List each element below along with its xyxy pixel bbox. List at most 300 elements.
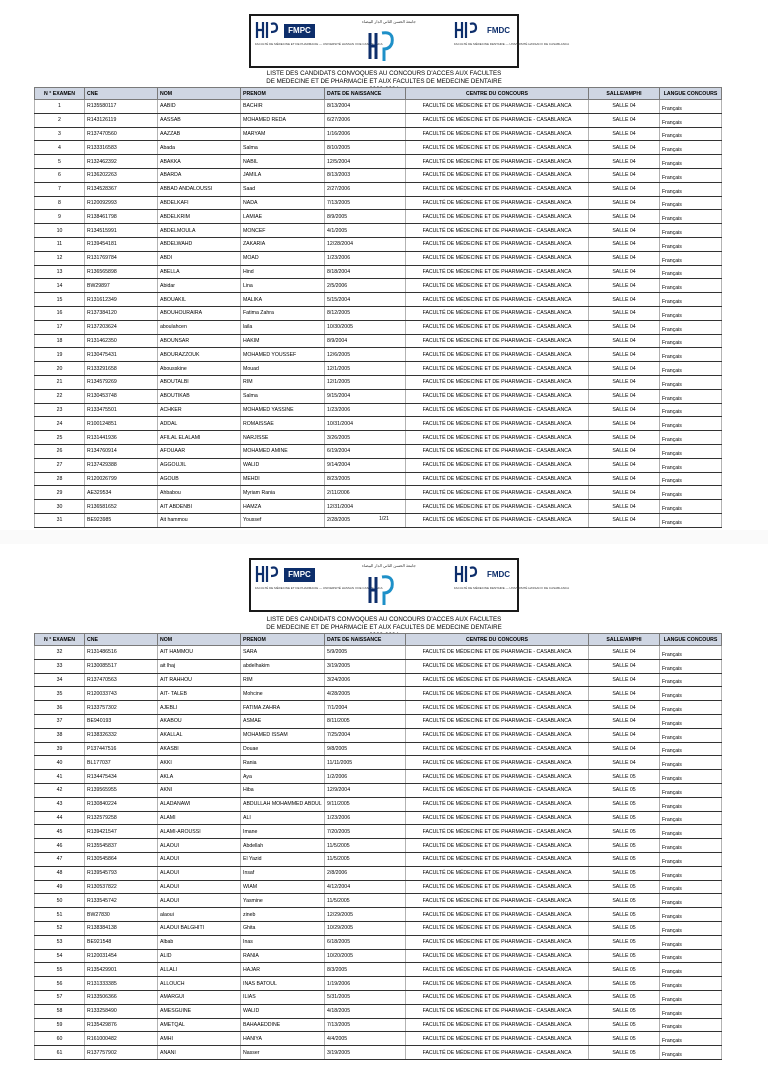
- cne-cell: R131462350: [85, 334, 158, 348]
- date-naissance-cell: 3/24/2006: [325, 673, 406, 687]
- nom-cell: ACHKER: [158, 403, 241, 417]
- nom-cell: AKKI: [158, 756, 241, 770]
- fmdc-logo: [454, 564, 570, 590]
- exam-number-cell: 22: [35, 389, 85, 403]
- centre-cell: FACULTÉ DE MÉDECINE ET DE PHARMACIE - CASABLANCA: [406, 100, 589, 114]
- cne-cell: R139565955: [85, 783, 158, 797]
- prenom-cell: WALID: [241, 1004, 325, 1018]
- centre-cell: FACULTÉ DE MÉDECINE ET DE PHARMACIE - CASABLANCA: [406, 770, 589, 784]
- date-naissance-cell: 3/19/2005: [325, 1046, 406, 1060]
- prenom-cell: Mouad: [241, 362, 325, 376]
- cne-cell: R120092993: [85, 196, 158, 210]
- fmdc-emblem-icon: [454, 20, 482, 40]
- exam-number-cell: 42: [35, 783, 85, 797]
- salle-cell: SALLE 04: [589, 756, 660, 770]
- table-row: [35, 155, 722, 169]
- langue-cell: Français: [660, 908, 722, 922]
- date-naissance-cell: 8/11/2005: [325, 714, 406, 728]
- salle-cell: SALLE 04: [589, 458, 660, 472]
- table-row: [35, 783, 722, 797]
- nom-cell: Ait hammou: [158, 513, 241, 527]
- langue-cell: Français: [660, 293, 722, 307]
- salle-cell: SALLE 04: [589, 659, 660, 673]
- table-row: [35, 963, 722, 977]
- cne-cell: BW27830: [85, 908, 158, 922]
- langue-cell: Français: [660, 472, 722, 486]
- centre-cell: FACULTÉ DE MÉDECINE ET DE PHARMACIE - CASABLANCA: [406, 251, 589, 265]
- exam-number-cell: 45: [35, 825, 85, 839]
- cne-cell: R139421547: [85, 825, 158, 839]
- cne-cell: R133475501: [85, 403, 158, 417]
- salle-cell: SALLE 05: [589, 949, 660, 963]
- cne-cell: R134528367: [85, 182, 158, 196]
- date-naissance-cell: 9/15/2004: [325, 389, 406, 403]
- title-line-2: DE MEDECINE ET DE PHARMACIE ET AUX FACULTES DE MEDECINE DENTAIRE: [266, 78, 502, 85]
- cne-cell: BE923985: [85, 513, 158, 527]
- salle-cell: SALLE 04: [589, 687, 660, 701]
- date-naissance-cell: 8/9/2004: [325, 334, 406, 348]
- centre-cell: FACULTÉ DE MÉDECINE ET DE PHARMACIE - CASABLANCA: [406, 1004, 589, 1018]
- exam-number-cell: 31: [35, 513, 85, 527]
- langue-cell: Français: [660, 825, 722, 839]
- nom-cell: AIT- TALEB: [158, 687, 241, 701]
- langue-cell: Français: [660, 155, 722, 169]
- date-naissance-cell: 9/11/2005: [325, 797, 406, 811]
- date-naissance-cell: 5/15/2004: [325, 293, 406, 307]
- nom-cell: AFOUAAR: [158, 444, 241, 458]
- exam-number-cell: 13: [35, 265, 85, 279]
- table-row: [35, 334, 722, 348]
- nom-cell: ANANI: [158, 1046, 241, 1060]
- centre-cell: FACULTÉ DE MÉDECINE ET DE PHARMACIE - CASABLANCA: [406, 513, 589, 527]
- nom-cell: ABOUTALBI: [158, 375, 241, 389]
- centre-cell: FACULTÉ DE MÉDECINE ET DE PHARMACIE - CASABLANCA: [406, 839, 589, 853]
- table-row: [35, 659, 722, 673]
- centre-cell: FACULTÉ DE MÉDECINE ET DE PHARMACIE - CASABLANCA: [406, 444, 589, 458]
- nom-cell: ALAMI: [158, 811, 241, 825]
- fmdc-subtitle: FACULTÉ DE MÉDECINE DENTAIRE — UNIVERSITÉ HASSAN II DE CASABLANCA: [454, 42, 570, 46]
- exam-number-cell: 3: [35, 127, 85, 141]
- prenom-cell: NARJISSE: [241, 431, 325, 445]
- table-row: [35, 949, 722, 963]
- prenom-cell: RIM: [241, 375, 325, 389]
- cne-cell: R120031454: [85, 949, 158, 963]
- prenom-cell: Yasmine: [241, 894, 325, 908]
- langue-cell: Français: [660, 417, 722, 431]
- langue-cell: Français: [660, 375, 722, 389]
- cne-cell: R137203624: [85, 320, 158, 334]
- cne-cell: R132462392: [85, 155, 158, 169]
- langue-cell: Français: [660, 486, 722, 500]
- centre-cell: FACULTÉ DE MÉDECINE ET DE PHARMACIE - CASABLANCA: [406, 224, 589, 238]
- langue-cell: Français: [660, 100, 722, 114]
- langue-cell: Français: [660, 963, 722, 977]
- langue-cell: Français: [660, 334, 722, 348]
- nom-cell: ALID: [158, 949, 241, 963]
- fmpc-logo: [255, 20, 383, 46]
- prenom-cell: Rania: [241, 756, 325, 770]
- cne-cell: R136565898: [85, 265, 158, 279]
- langue-cell: Français: [660, 224, 722, 238]
- prenom-cell: Mohcine: [241, 687, 325, 701]
- date-naissance-cell: 12/1/2005: [325, 375, 406, 389]
- prenom-cell: Inas: [241, 935, 325, 949]
- nom-cell: ALLOUCH: [158, 977, 241, 991]
- university-arabic-name: جامعة الحسن الثاني الدار البيضاء: [362, 19, 416, 24]
- fmdc-tag: FMDC: [483, 568, 514, 582]
- table-row: [35, 714, 722, 728]
- langue-cell: Français: [660, 949, 722, 963]
- table-row: [35, 113, 722, 127]
- nom-cell: AMESGUINE: [158, 1004, 241, 1018]
- nom-cell: ALAMI-AROUSSI: [158, 825, 241, 839]
- date-naissance-cell: 11/5/2005: [325, 894, 406, 908]
- cne-cell: BW29897: [85, 279, 158, 293]
- prenom-cell: SARA: [241, 646, 325, 660]
- cne-cell: R161000482: [85, 1032, 158, 1046]
- prenom-cell: MOHAMED ISSAM: [241, 728, 325, 742]
- salle-cell: SALLE 04: [589, 251, 660, 265]
- prenom-cell: WIAM: [241, 880, 325, 894]
- cne-cell: R130840224: [85, 797, 158, 811]
- salle-cell: SALLE 04: [589, 389, 660, 403]
- nom-cell: ALAOUI: [158, 866, 241, 880]
- nom-cell: AKLA: [158, 770, 241, 784]
- cne-cell: AE329534: [85, 486, 158, 500]
- exam-number-cell: 2: [35, 113, 85, 127]
- langue-cell: Français: [660, 265, 722, 279]
- nom-cell: ABELLA: [158, 265, 241, 279]
- prenom-cell: El Yazid: [241, 852, 325, 866]
- prenom-cell: MARYAM: [241, 127, 325, 141]
- date-naissance-cell: 7/13/2005: [325, 196, 406, 210]
- prenom-cell: Nasser: [241, 1046, 325, 1060]
- salle-cell: SALLE 04: [589, 293, 660, 307]
- prenom-cell: MOHAMED AMINE: [241, 444, 325, 458]
- cne-cell: R143126119: [85, 113, 158, 127]
- fmdc-tag: FMDC: [483, 24, 514, 38]
- table-row: [35, 687, 722, 701]
- cne-cell: BE921548: [85, 935, 158, 949]
- salle-cell: SALLE 04: [589, 320, 660, 334]
- fmdc-logo: [454, 20, 570, 46]
- exam-number-cell: 54: [35, 949, 85, 963]
- cne-cell: R131441936: [85, 431, 158, 445]
- salle-cell: SALLE 04: [589, 306, 660, 320]
- cne-cell: R131612349: [85, 293, 158, 307]
- date-naissance-cell: 7/1/2004: [325, 701, 406, 715]
- table-row: [35, 168, 722, 182]
- table-row: [35, 811, 722, 825]
- table-row: [35, 417, 722, 431]
- centre-cell: FACULTÉ DE MÉDECINE ET DE PHARMACIE - CASABLANCA: [406, 701, 589, 715]
- nom-cell: AGGOUJIL: [158, 458, 241, 472]
- cne-cell: R130475431: [85, 348, 158, 362]
- centre-cell: FACULTÉ DE MÉDECINE ET DE PHARMACIE - CASABLANCA: [406, 1018, 589, 1032]
- salle-cell: SALLE 04: [589, 210, 660, 224]
- nom-cell: ABOUTIKAB: [158, 389, 241, 403]
- prenom-cell: Fatima Zahra: [241, 306, 325, 320]
- cne-cell: R135580117: [85, 100, 158, 114]
- table-row: [35, 977, 722, 991]
- salle-cell: SALLE 04: [589, 155, 660, 169]
- table-row: [35, 403, 722, 417]
- langue-cell: Français: [660, 1018, 722, 1032]
- nom-cell: AMETQAL: [158, 1018, 241, 1032]
- header-banner: [249, 558, 570, 612]
- cne-cell: R133291658: [85, 362, 158, 376]
- nom-cell: Abousskine: [158, 362, 241, 376]
- langue-cell: Français: [660, 113, 722, 127]
- salle-cell: SALLE 04: [589, 742, 660, 756]
- date-naissance-cell: 1/2/2006: [325, 770, 406, 784]
- nom-cell: alaoui: [158, 908, 241, 922]
- nom-cell: ABDELKRIM: [158, 210, 241, 224]
- centre-cell: FACULTÉ DE MÉDECINE ET DE PHARMACIE - CASABLANCA: [406, 783, 589, 797]
- title-line-1: LISTE DES CANDIDATS CONVOQUES AU CONCOURS D'ACCES AUX FACULTES: [266, 70, 502, 77]
- exam-number-cell: 36: [35, 701, 85, 715]
- prenom-cell: FATIMA ZAHRA: [241, 701, 325, 715]
- date-naissance-cell: 8/13/2003: [325, 168, 406, 182]
- salle-cell: SALLE 04: [589, 127, 660, 141]
- nom-cell: ABARDA: [158, 168, 241, 182]
- date-naissance-cell: 2/5/2006: [325, 279, 406, 293]
- exam-number-cell: 47: [35, 852, 85, 866]
- exam-number-cell: 44: [35, 811, 85, 825]
- salle-cell: SALLE 04: [589, 182, 660, 196]
- nom-cell: ABOUAKIL: [158, 293, 241, 307]
- prenom-cell: HAJAR: [241, 963, 325, 977]
- langue-cell: Français: [660, 403, 722, 417]
- date-naissance-cell: 12/31/2004: [325, 500, 406, 514]
- university-emblem-icon: [362, 563, 416, 607]
- exam-number-cell: 12: [35, 251, 85, 265]
- centre-cell: FACULTÉ DE MÉDECINE ET DE PHARMACIE - CASABLANCA: [406, 977, 589, 991]
- exam-number-cell: 49: [35, 880, 85, 894]
- date-naissance-cell: 2/27/2006: [325, 182, 406, 196]
- table-row: [35, 306, 722, 320]
- nom-cell: AIT ABDENBI: [158, 500, 241, 514]
- date-naissance-cell: 2/8/2006: [325, 866, 406, 880]
- langue-cell: Français: [660, 797, 722, 811]
- centre-cell: FACULTÉ DE MÉDECINE ET DE PHARMACIE - CASABLANCA: [406, 990, 589, 1004]
- centre-cell: FACULTÉ DE MÉDECINE ET DE PHARMACIE - CASABLANCA: [406, 742, 589, 756]
- salle-cell: SALLE 04: [589, 100, 660, 114]
- exam-number-cell: 9: [35, 210, 85, 224]
- centre-cell: FACULTÉ DE MÉDECINE ET DE PHARMACIE - CASABLANCA: [406, 168, 589, 182]
- salle-cell: SALLE 04: [589, 701, 660, 715]
- centre-cell: FACULTÉ DE MÉDECINE ET DE PHARMACIE - CASABLANCA: [406, 963, 589, 977]
- title-line-2: DE MEDECINE ET DE PHARMACIE ET AUX FACULTES DE MEDECINE DENTAIRE: [266, 624, 502, 631]
- prenom-cell: MONCEF: [241, 224, 325, 238]
- university-emblem-icon: [362, 19, 416, 63]
- exam-number-cell: 37: [35, 714, 85, 728]
- centre-cell: FACULTÉ DE MÉDECINE ET DE PHARMACIE - CASABLANCA: [406, 375, 589, 389]
- document-page-1: [0, 0, 768, 526]
- centre-cell: FACULTÉ DE MÉDECINE ET DE PHARMACIE - CASABLANCA: [406, 756, 589, 770]
- nom-cell: Ahbabou: [158, 486, 241, 500]
- table-row: [35, 756, 722, 770]
- exam-number-cell: 29: [35, 486, 85, 500]
- nom-cell: AIT HAMMOU: [158, 646, 241, 660]
- table-row: [35, 348, 722, 362]
- langue-cell: Français: [660, 990, 722, 1004]
- nom-cell: AKASBI: [158, 742, 241, 756]
- exam-number-cell: 57: [35, 990, 85, 1004]
- centre-cell: FACULTÉ DE MÉDECINE ET DE PHARMACIE - CASABLANCA: [406, 659, 589, 673]
- col-nom-header: NOM: [158, 634, 241, 646]
- exam-number-cell: 7: [35, 182, 85, 196]
- cne-cell: R135545837: [85, 839, 158, 853]
- date-naissance-cell: 3/19/2005: [325, 659, 406, 673]
- centre-cell: FACULTÉ DE MÉDECINE ET DE PHARMACIE - CASABLANCA: [406, 825, 589, 839]
- table-row: [35, 797, 722, 811]
- salle-cell: SALLE 04: [589, 500, 660, 514]
- exam-number-cell: 56: [35, 977, 85, 991]
- nom-cell: AAZZAB: [158, 127, 241, 141]
- langue-cell: Français: [660, 852, 722, 866]
- nom-cell: ABDELMOULA: [158, 224, 241, 238]
- nom-cell: AABID: [158, 100, 241, 114]
- table-row: [35, 431, 722, 445]
- prenom-cell: BACHIR: [241, 100, 325, 114]
- nom-cell: ABDELKAFI: [158, 196, 241, 210]
- exam-number-cell: 14: [35, 279, 85, 293]
- exam-number-cell: 27: [35, 458, 85, 472]
- nom-cell: Albab: [158, 935, 241, 949]
- prenom-cell: MOHAMED YASSINE: [241, 403, 325, 417]
- table-row: [35, 279, 722, 293]
- date-naissance-cell: 8/9/2005: [325, 210, 406, 224]
- langue-cell: Français: [660, 168, 722, 182]
- salle-cell: SALLE 05: [589, 921, 660, 935]
- nom-cell: ALAOUI BALGHITI: [158, 921, 241, 935]
- prenom-cell: Imane: [241, 825, 325, 839]
- salle-cell: SALLE 05: [589, 839, 660, 853]
- salle-cell: SALLE 04: [589, 334, 660, 348]
- fmpc-subtitle: FACULTÉ DE MÉDECINE ET DE PHARMACIE — UNIVERSITÉ HASSAN II DE CASABLANCA: [255, 586, 383, 590]
- cne-cell: R137470560: [85, 127, 158, 141]
- centre-cell: FACULTÉ DE MÉDECINE ET DE PHARMACIE - CASABLANCA: [406, 811, 589, 825]
- col-centre-header: CENTRE DU CONCOURS: [406, 634, 589, 646]
- date-naissance-cell: 5/31/2005: [325, 990, 406, 1004]
- nom-cell: Abidar: [158, 279, 241, 293]
- exam-number-cell: 46: [35, 839, 85, 853]
- centre-cell: FACULTÉ DE MÉDECINE ET DE PHARMACIE - CASABLANCA: [406, 306, 589, 320]
- table-row: [35, 141, 722, 155]
- date-naissance-cell: 12/9/2004: [325, 783, 406, 797]
- cne-cell: R130545864: [85, 852, 158, 866]
- salle-cell: SALLE 05: [589, 908, 660, 922]
- centre-cell: FACULTÉ DE MÉDECINE ET DE PHARMACIE - CASABLANCA: [406, 348, 589, 362]
- table-row: [35, 458, 722, 472]
- table-row: [35, 825, 722, 839]
- centre-cell: FACULTÉ DE MÉDECINE ET DE PHARMACIE - CASABLANCA: [406, 334, 589, 348]
- langue-cell: Français: [660, 210, 722, 224]
- table-row: [35, 293, 722, 307]
- centre-cell: FACULTÉ DE MÉDECINE ET DE PHARMACIE - CASABLANCA: [406, 196, 589, 210]
- salle-cell: SALLE 04: [589, 196, 660, 210]
- langue-cell: Français: [660, 673, 722, 687]
- langue-cell: Français: [660, 921, 722, 935]
- table-row: [35, 866, 722, 880]
- nom-cell: AIT RAHHOU: [158, 673, 241, 687]
- table-row: [35, 1032, 722, 1046]
- date-naissance-cell: 8/3/2005: [325, 963, 406, 977]
- table-row: [35, 880, 722, 894]
- col-salle-header: SALLE/AMPHI: [589, 634, 660, 646]
- langue-cell: Français: [660, 770, 722, 784]
- cne-cell: R133258490: [85, 1004, 158, 1018]
- date-naissance-cell: 12/1/2005: [325, 362, 406, 376]
- cne-cell: R137470563: [85, 673, 158, 687]
- date-naissance-cell: 6/27/2006: [325, 113, 406, 127]
- table-row: [35, 320, 722, 334]
- langue-cell: Français: [660, 1004, 722, 1018]
- date-naissance-cell: 11/5/2005: [325, 839, 406, 853]
- cne-cell: R133545742: [85, 894, 158, 908]
- centre-cell: FACULTÉ DE MÉDECINE ET DE PHARMACIE - CASABLANCA: [406, 1046, 589, 1060]
- table-row: [35, 701, 722, 715]
- prenom-cell: abdelhakim: [241, 659, 325, 673]
- cne-cell: R139454181: [85, 237, 158, 251]
- date-naissance-cell: 11/11/2005: [325, 756, 406, 770]
- fmpc-subtitle: FACULTÉ DE MÉDECINE ET DE PHARMACIE — UNIVERSITÉ HASSAN II DE CASABLANCA: [255, 42, 383, 46]
- nom-cell: AKNI: [158, 783, 241, 797]
- salle-cell: SALLE 04: [589, 673, 660, 687]
- salle-cell: SALLE 04: [589, 472, 660, 486]
- university-logo: [362, 563, 416, 607]
- header-banner: [249, 14, 570, 68]
- document-page-2: [0, 546, 768, 1066]
- cne-cell: R134515991: [85, 224, 158, 238]
- university-arabic-name: جامعة الحسن الثاني الدار البيضاء: [362, 563, 416, 568]
- cne-cell: R137384120: [85, 306, 158, 320]
- salle-cell: SALLE 05: [589, 935, 660, 949]
- table-row: [35, 839, 722, 853]
- table-row: [35, 646, 722, 660]
- centre-cell: FACULTÉ DE MÉDECINE ET DE PHARMACIE - CASABLANCA: [406, 500, 589, 514]
- nom-cell: ABDELWAHD: [158, 237, 241, 251]
- col-salle-header: SALLE/AMPHI: [589, 88, 660, 100]
- cne-cell: R136581652: [85, 500, 158, 514]
- centre-cell: FACULTÉ DE MÉDECINE ET DE PHARMACIE - CASABLANCA: [406, 935, 589, 949]
- exam-number-cell: 8: [35, 196, 85, 210]
- centre-cell: FACULTÉ DE MÉDECINE ET DE PHARMACIE - CASABLANCA: [406, 458, 589, 472]
- langue-cell: Français: [660, 444, 722, 458]
- prenom-cell: BAHAAEDDINE: [241, 1018, 325, 1032]
- nom-cell: ALAOUI: [158, 880, 241, 894]
- nom-cell: AMHI: [158, 1032, 241, 1046]
- cne-cell: R133757302: [85, 701, 158, 715]
- date-naissance-cell: 8/12/2005: [325, 306, 406, 320]
- exam-number-cell: 50: [35, 894, 85, 908]
- date-naissance-cell: 7/20/2005: [325, 825, 406, 839]
- table-row: [35, 196, 722, 210]
- table-row: [35, 921, 722, 935]
- langue-cell: Français: [660, 646, 722, 660]
- col-prenom-header: PRENOM: [241, 88, 325, 100]
- nom-cell: AFILAL ELALAMI: [158, 431, 241, 445]
- date-naissance-cell: 12/28/2004: [325, 237, 406, 251]
- col-cne-header: CNE: [85, 634, 158, 646]
- table-header-row: [35, 88, 722, 100]
- langue-cell: Français: [660, 687, 722, 701]
- table-row: [35, 472, 722, 486]
- exam-number-cell: 30: [35, 500, 85, 514]
- table-row: [35, 182, 722, 196]
- salle-cell: SALLE 04: [589, 513, 660, 527]
